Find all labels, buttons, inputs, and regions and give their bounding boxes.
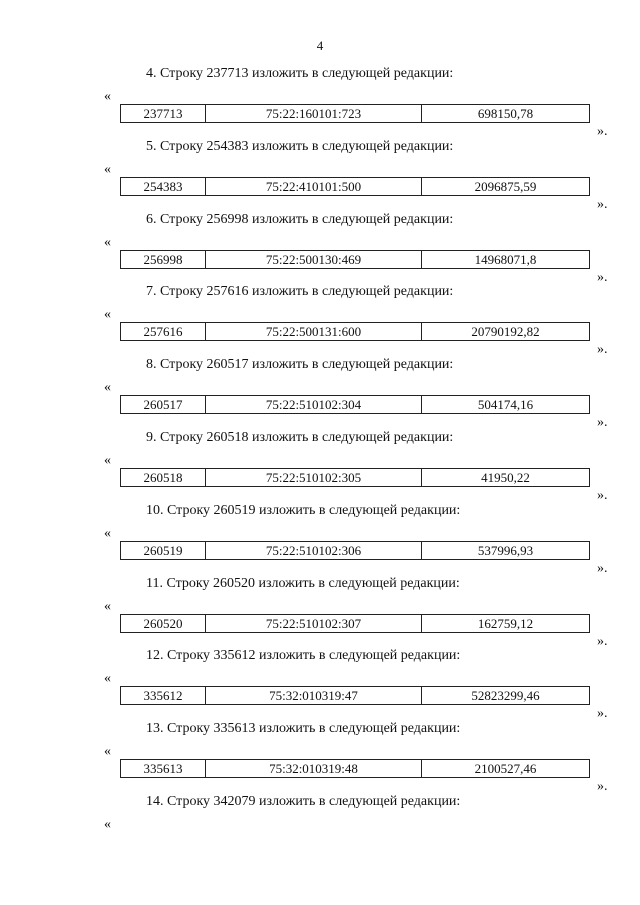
amendment-block (0, 503, 640, 576)
table-row (120, 541, 590, 560)
value-cell: 698150,78 (477, 106, 534, 121)
cadastral-number-cell: 75:22:500131:600 (206, 323, 422, 340)
table-row (120, 177, 590, 196)
row-id-cell: 237713 (121, 105, 206, 122)
table-row (120, 322, 590, 341)
open-quote: « (104, 234, 111, 250)
open-quote: « (104, 380, 111, 396)
instruction-text: 6. Строку 256998 изложить в следующей редакции: (146, 211, 454, 227)
row-id-cell: 257616 (121, 323, 206, 340)
row-id-cell: 254383 (121, 178, 206, 195)
open-quote: « (104, 525, 111, 541)
close-quote: ». (597, 706, 608, 722)
table-row (120, 468, 590, 487)
open-quote: « (104, 816, 111, 832)
close-quote: ». (597, 633, 608, 649)
value-cell: 14968071,8 (474, 251, 537, 267)
amendment-block (0, 212, 640, 285)
value-cell: 2100527,46 (474, 761, 537, 777)
cadastral-number-cell: 75:22:510102:307 (206, 615, 422, 632)
cadastral-number-cell: 75:32:010319:48 (206, 760, 422, 777)
open-quote: « (104, 161, 111, 177)
open-quote: « (104, 671, 111, 687)
value-cell: 41950,22 (481, 469, 530, 485)
value-cell: 162759,12 (477, 615, 534, 631)
row-id-cell: 260519 (121, 542, 206, 559)
open-quote: « (104, 598, 111, 614)
instruction-text: 12. Строку 335612 изложить в следующей редакции: (146, 648, 461, 664)
value-cell: 20790192,82 (471, 324, 540, 340)
cadastral-number-cell: 75:22:510102:305 (206, 469, 422, 486)
amendment-block (0, 284, 640, 357)
instruction-text: 7. Строку 257616 изложить в следующей редакции: (146, 284, 454, 300)
value-cell: 52823299,46 (471, 688, 540, 704)
value-cell: 2096875,59 (474, 178, 537, 194)
row-id-cell: 335613 (121, 760, 206, 777)
row-id-cell: 256998 (121, 251, 206, 268)
page-number: 4 (316, 38, 324, 53)
instruction-text: 14. Строку 342079 изложить в следующей редакции: (146, 793, 461, 809)
amendment-block (0, 576, 640, 649)
amendment-block (0, 66, 640, 139)
amendment-block (0, 648, 640, 721)
amendment-block (0, 139, 640, 212)
row-id-cell: 335612 (121, 687, 206, 704)
close-quote: ». (597, 342, 608, 358)
cadastral-number-cell: 75:22:510102:306 (206, 542, 422, 559)
close-quote: ». (597, 779, 608, 795)
amendment-block (0, 357, 640, 430)
instruction-text: 11. Строку 260520 изложить в следующей редакции: (146, 575, 460, 591)
close-quote: ». (597, 560, 608, 576)
table-row (120, 759, 590, 778)
cadastral-number-cell: 75:32:010319:47 (206, 687, 422, 704)
amendment-block (0, 794, 640, 867)
cadastral-number-cell: 75:22:410101:500 (206, 178, 422, 195)
table-row (120, 250, 590, 269)
close-quote: ». (597, 196, 608, 212)
amendment-block (0, 430, 640, 503)
row-id-cell: 260517 (121, 396, 206, 413)
value-cell: 537996,93 (477, 542, 534, 558)
open-quote: « (104, 744, 111, 760)
table-row (120, 395, 590, 414)
open-quote: « (104, 307, 111, 323)
row-id-cell: 260520 (121, 615, 206, 632)
table-row (120, 614, 590, 633)
close-quote: ». (597, 124, 608, 139)
row-id-cell: 260518 (121, 469, 206, 486)
instruction-text: 4. Строку 237713 изложить в следующей редакции: (146, 66, 454, 81)
instruction-text: 5. Строку 254383 изложить в следующей редакции: (146, 138, 454, 154)
document-body (0, 66, 640, 867)
instruction-text: 8. Строку 260517 изложить в следующей редакции: (146, 357, 454, 373)
table-row (120, 104, 590, 123)
cadastral-number-cell: 75:22:510102:304 (206, 396, 422, 413)
value-cell: 504174,16 (477, 397, 534, 413)
instruction-text: 10. Строку 260519 изложить в следующей редакции: (146, 502, 461, 518)
close-quote: ». (597, 487, 608, 503)
cadastral-number-cell: 75:22:500130:469 (206, 251, 422, 268)
table-row (120, 686, 590, 705)
close-quote: ». (597, 415, 608, 431)
amendment-block (0, 721, 640, 794)
open-quote: « (104, 89, 111, 104)
instruction-text: 13. Строку 335613 изложить в следующей редакции: (146, 721, 461, 737)
instruction-text: 9. Строку 260518 изложить в следующей редакции: (146, 429, 454, 445)
cadastral-number-cell: 75:22:160101:723 (206, 105, 422, 122)
close-quote: ». (597, 269, 608, 285)
open-quote: « (104, 452, 111, 468)
